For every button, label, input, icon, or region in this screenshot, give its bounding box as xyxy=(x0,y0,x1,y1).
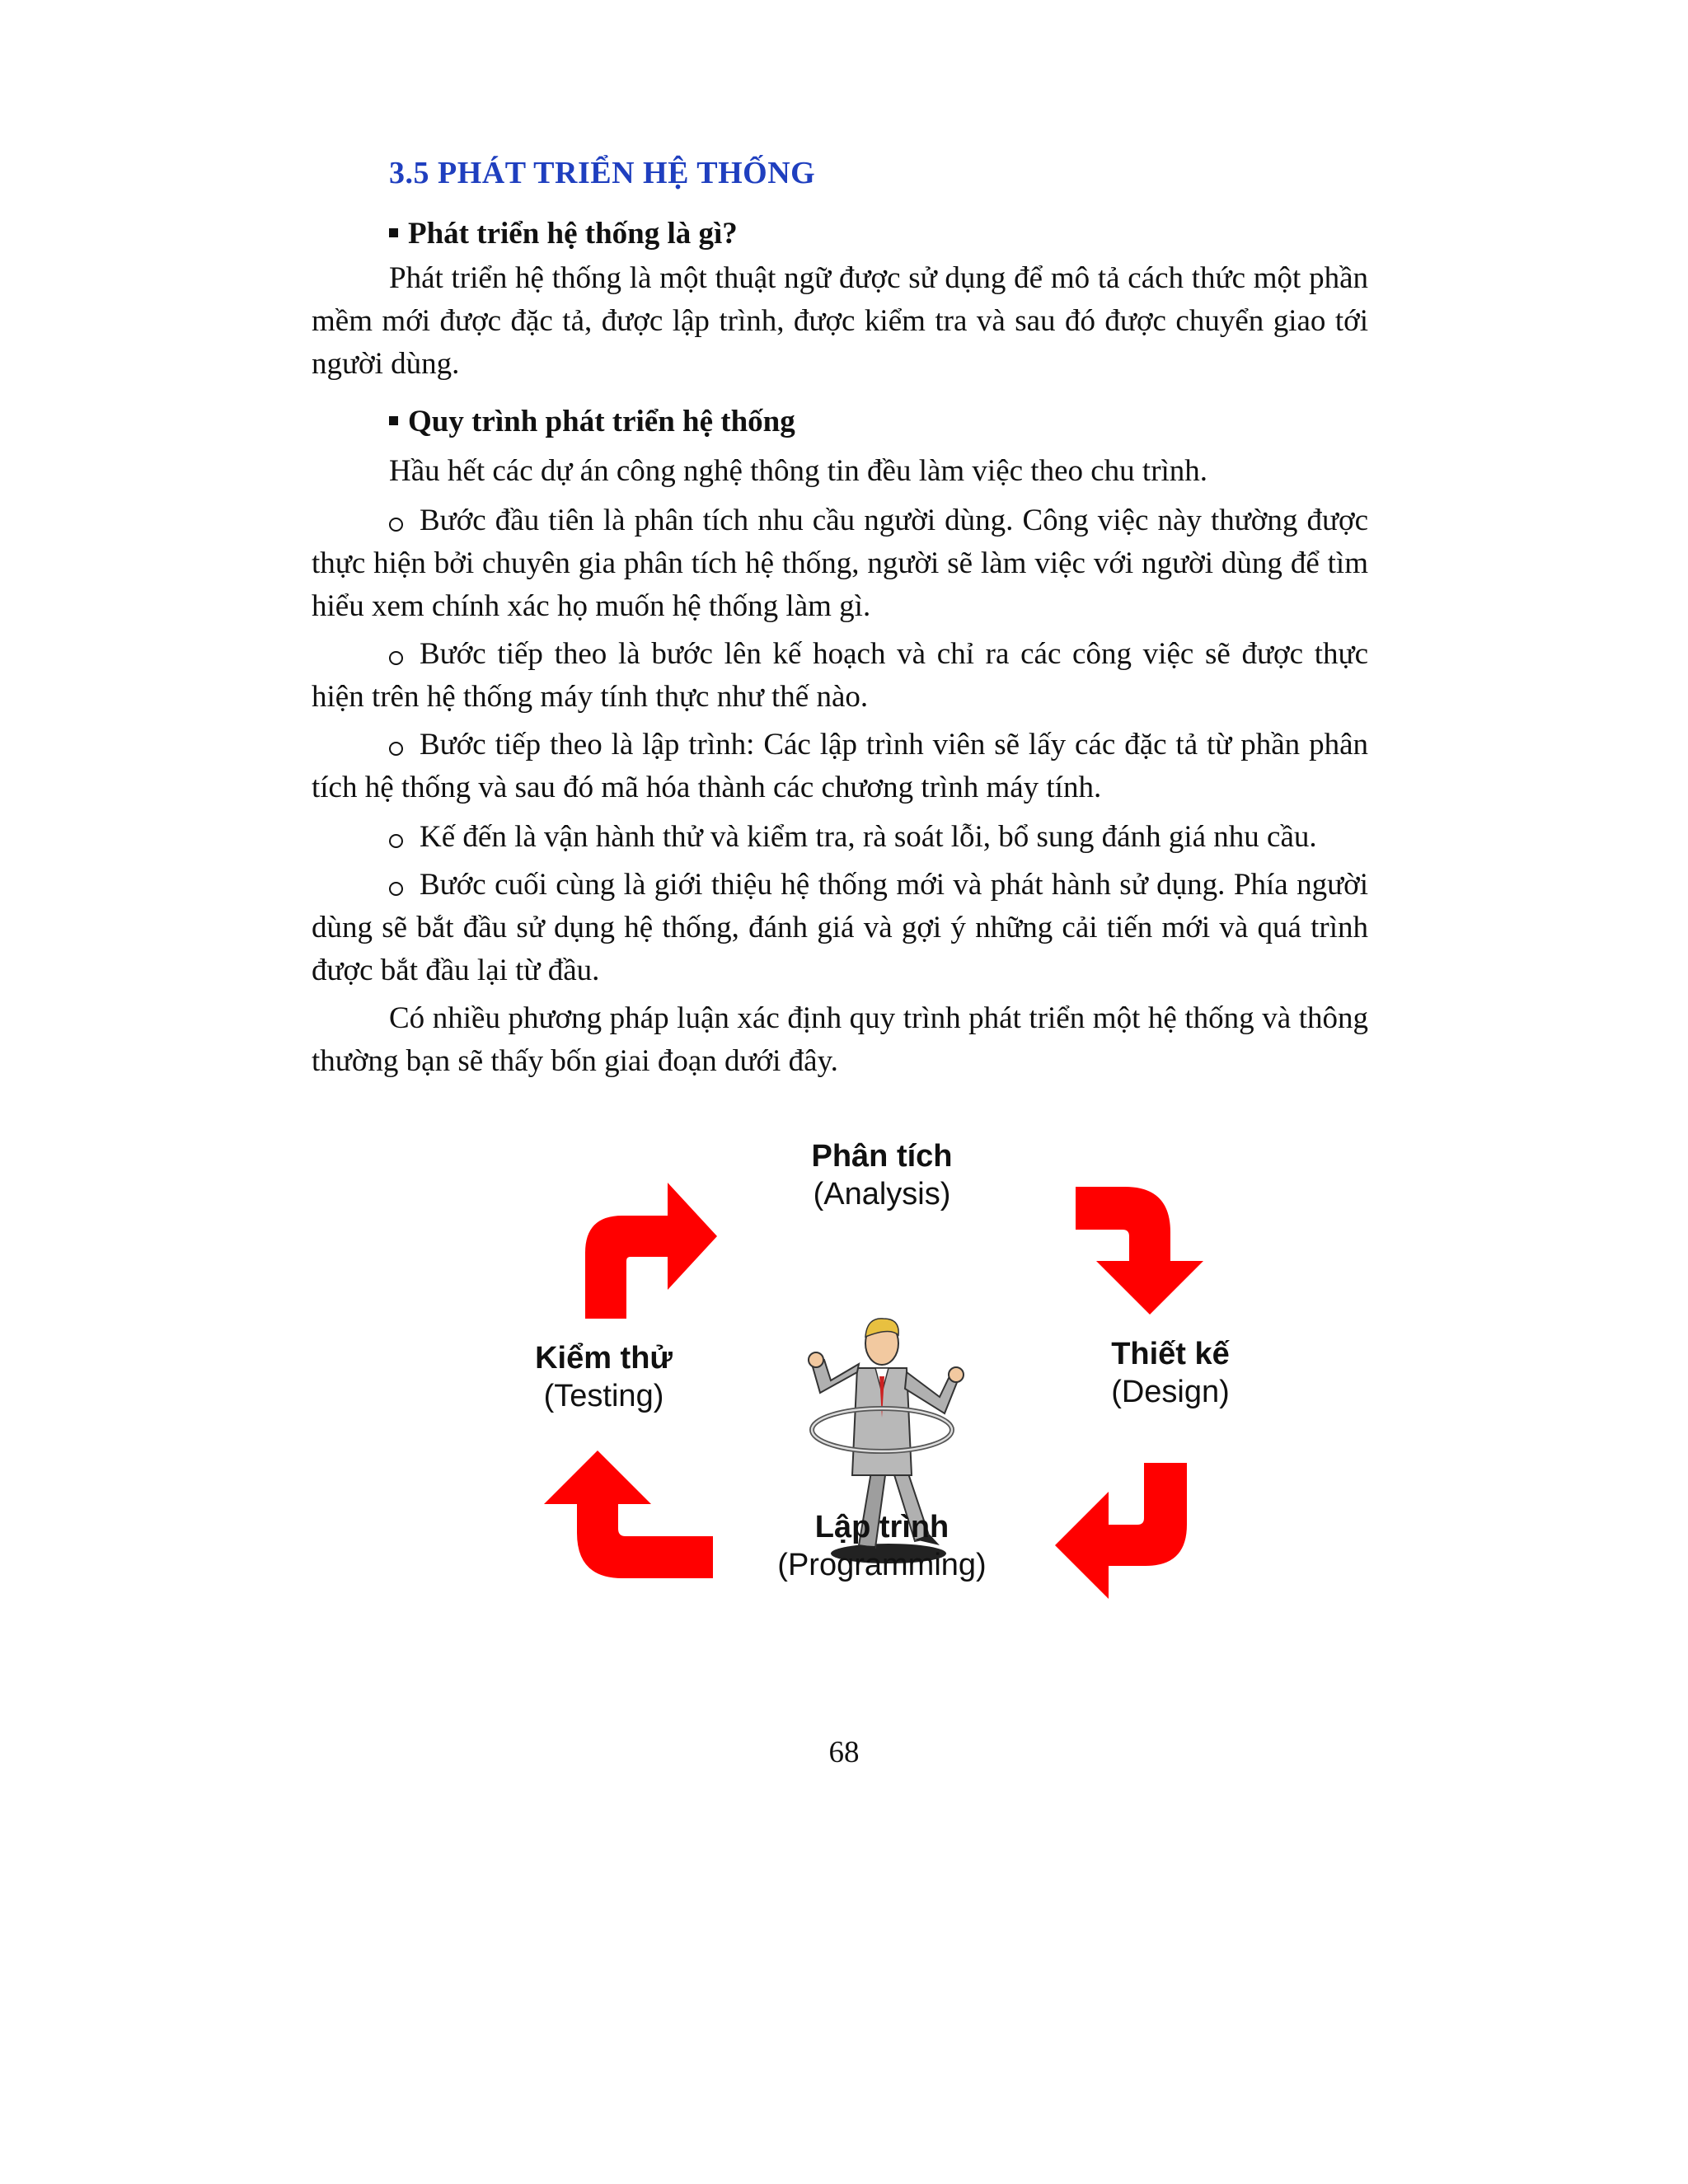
paragraph-closing: Có nhiều phương pháp luận xác định quy trình phát triển một hệ thống và thông thường bạn sẽ thấy bốn giai đoạn dưới đây. xyxy=(312,1001,1368,1078)
arrow-programming-to-testing-icon xyxy=(544,1451,713,1578)
circle-bullet-icon xyxy=(389,834,403,848)
stage-english: (Testing) xyxy=(543,1379,664,1413)
arrow-design-to-programming-icon xyxy=(1055,1463,1187,1599)
step-item xyxy=(312,499,1368,628)
step-text: Bước tiếp theo là lập trình: Các lập trình viên sẽ lấy các đặc tả từ phần phân tích hệ thống và sau đó mã hóa thành các chương trình máy tính. xyxy=(312,728,1368,804)
stage-name: Phân tích xyxy=(811,1139,953,1174)
stage-analysis-label xyxy=(799,1137,964,1213)
arrow-analysis-to-design-icon xyxy=(1076,1187,1203,1315)
heading-what-is-text: Phát triển hệ thống là gì? xyxy=(408,217,738,251)
page-number: 68 xyxy=(828,1736,860,1769)
circle-bullet-icon xyxy=(389,882,403,896)
circle-bullet-icon xyxy=(389,518,403,532)
paragraph-definition: Phát triển hệ thống là một thuật ngữ được sử dụng để mô tả cách thức một phần mềm mới được đặc tả, được lập trình, được kiểm tra và sau đó được chuyển giao tới người dùng. xyxy=(312,261,1368,381)
step-item xyxy=(312,864,1368,992)
development-cycle-diagram xyxy=(511,1137,1253,1648)
stage-name: Lập trình xyxy=(814,1510,950,1544)
step-text: Bước cuối cùng là giới thiệu hệ thống mới và phát hành sử dụng. Phía người dùng sẽ bắt đầu sử dụng hệ thống, đánh giá và gợi ý những cải tiến mới và quá trình được bắt đầu lại từ đầu. xyxy=(312,868,1368,987)
stage-english: (Programming) xyxy=(777,1548,987,1582)
stage-english: (Design) xyxy=(1111,1375,1230,1409)
step-item xyxy=(312,633,1368,719)
stage-design-label xyxy=(1096,1335,1245,1411)
step-text: Kế đến là vận hành thử và kiểm tra, rà soát lỗi, bổ sung đánh giá nhu cầu. xyxy=(420,820,1317,854)
paragraph-process-intro: Hầu hết các dự án công nghệ thông tin đều làm việc theo chu trình. xyxy=(389,454,1208,488)
step-text: Bước đầu tiên là phân tích nhu cầu người dùng. Công việc này thường được thực hiện bởi chuyên gia phân tích hệ thống, người sẽ làm việc với người dùng để tìm hiểu xem chính xác họ muốn hệ thống làm gì. xyxy=(312,504,1368,623)
stage-programming-label xyxy=(758,1508,1006,1584)
heading-what-is xyxy=(389,216,738,251)
step-item xyxy=(312,724,1368,809)
stage-name: Kiểm thử xyxy=(535,1341,673,1376)
arrow-testing-to-analysis-icon xyxy=(585,1183,717,1319)
step-item xyxy=(312,816,1368,859)
stage-name: Thiết kế xyxy=(1111,1337,1230,1371)
section-title: 3.5 PHÁT TRIỂN HỆ THỐNG xyxy=(389,156,816,190)
circle-bullet-icon xyxy=(389,742,403,756)
stage-testing-label xyxy=(511,1339,696,1415)
square-bullet-icon xyxy=(389,228,398,237)
stage-english: (Analysis) xyxy=(813,1177,951,1212)
square-bullet-icon xyxy=(389,416,398,425)
step-text: Bước tiếp theo là bước lên kế hoạch và chỉ ra các công việc sẽ được thực hiện trên hệ thống máy tính thực như thế nào. xyxy=(312,637,1368,714)
heading-process xyxy=(389,404,795,439)
heading-process-text: Quy trình phát triển hệ thống xyxy=(408,405,795,438)
circle-bullet-icon xyxy=(389,651,403,665)
